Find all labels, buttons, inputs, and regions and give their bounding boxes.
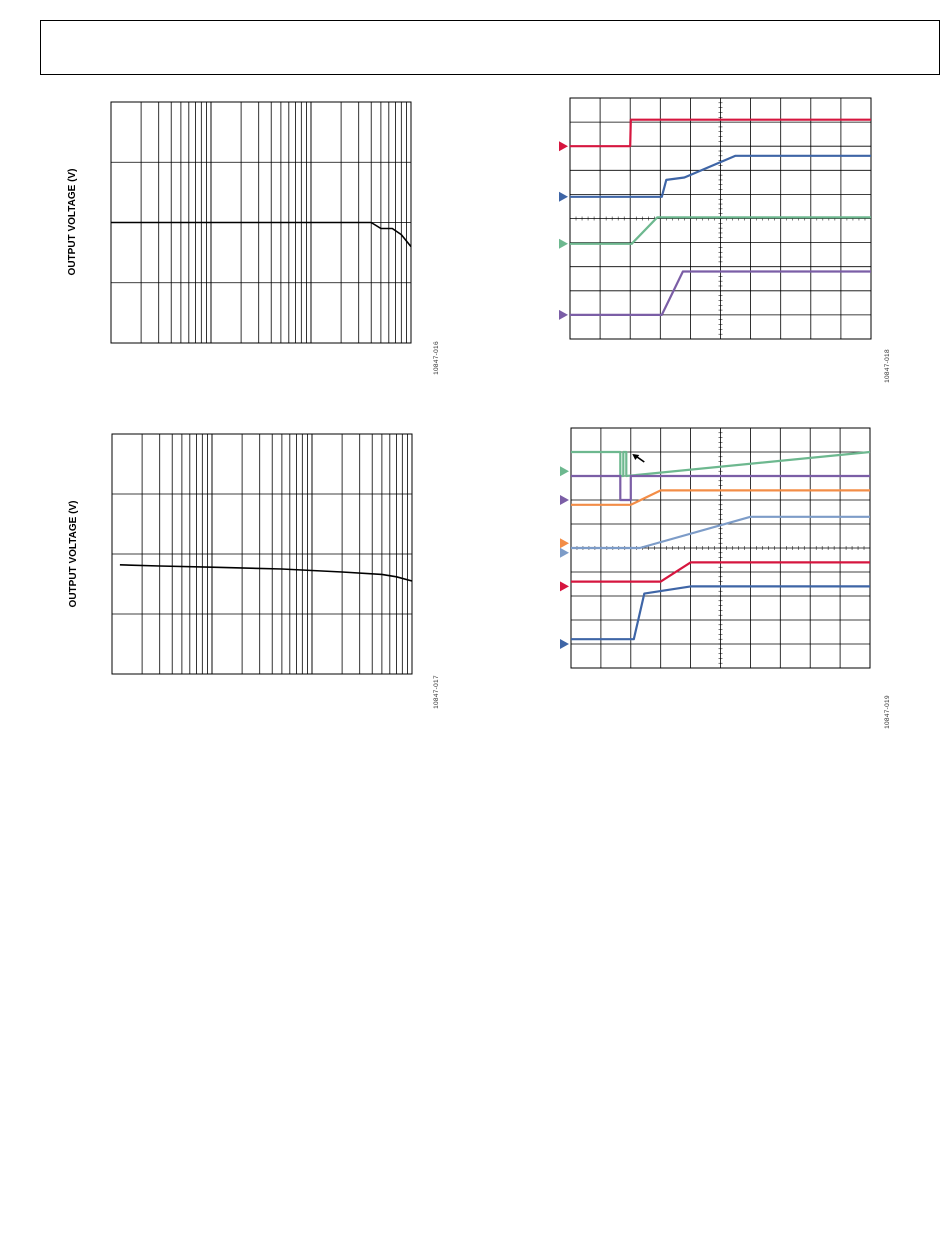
channel-5-marker (560, 581, 569, 591)
chart-grid (570, 98, 871, 339)
channel-3-marker (559, 239, 568, 249)
figure-id: 10847-019 (884, 695, 891, 729)
series-1-line (111, 223, 411, 247)
chart-3 (559, 98, 891, 383)
channel-1-marker (560, 466, 569, 476)
y-axis-label: OUTPUT VOLTAGE (V) (67, 168, 78, 276)
figure-id: 10847-018 (884, 349, 891, 383)
chart-1 (67, 102, 440, 375)
channel-1-marker (559, 141, 568, 151)
channel-4-marker (559, 310, 568, 320)
channel-2-marker (560, 495, 569, 505)
figure-id: 10847-017 (433, 675, 440, 709)
series-1-line (120, 565, 412, 581)
channel-2-marker (559, 192, 568, 202)
y-axis-label: OUTPUT VOLTAGE (V) (68, 500, 79, 608)
channel-3-marker (560, 538, 569, 548)
chart-2 (68, 434, 440, 709)
channel-4-marker (560, 548, 569, 558)
chart-grid (112, 434, 412, 674)
figure-id: 10847-016 (433, 341, 440, 375)
chart-4 (560, 428, 891, 729)
channel-6-marker (560, 639, 569, 649)
